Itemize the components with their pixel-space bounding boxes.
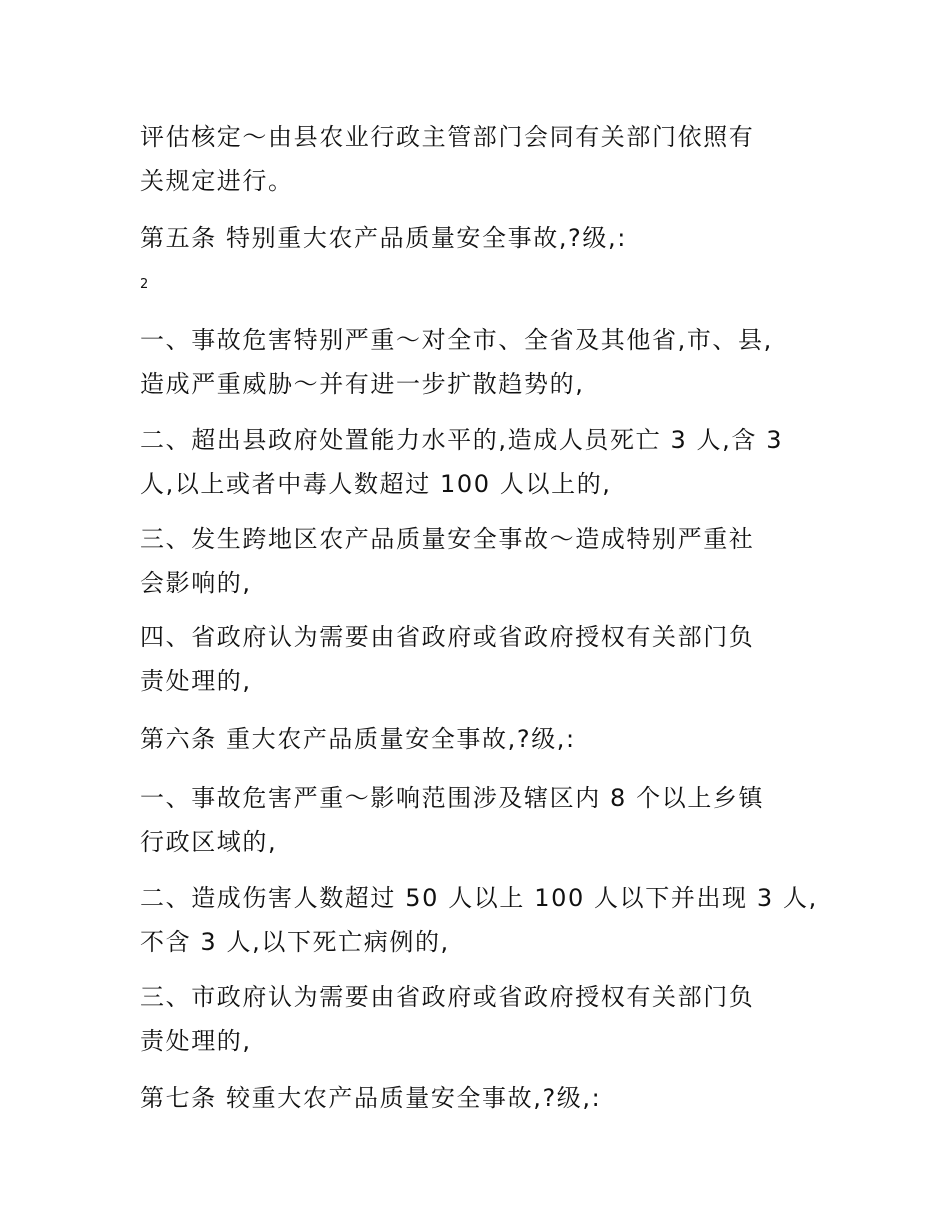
text-line: 三、市政府认为需要由省政府或省政府授权有关部门负 <box>140 983 755 1011</box>
text-line: 二、超出县政府处置能力水平的,造成人员死亡 3 人,含 3 <box>140 426 784 454</box>
text-line: 二、造成伤害人数超过 50 人以上 100 人以下并出现 3 人, <box>140 884 818 912</box>
article-6-item-3 <box>140 975 830 1063</box>
article-5-item-3 <box>140 517 830 605</box>
text-line: 四、省政府认为需要由省政府或省政府授权有关部门负 <box>140 623 755 651</box>
text-line: 第五条 特别重大农产品质量安全事故,?级,: <box>140 224 627 252</box>
text-line: 责处理的, <box>140 667 252 695</box>
article-7-heading <box>140 1076 830 1120</box>
article-6-heading <box>140 717 830 761</box>
text-line: 关规定进行。 <box>140 167 294 195</box>
text-line: 第七条 较重大农产品质量安全事故,?级,: <box>140 1084 602 1112</box>
text-line: 三、发生跨地区农产品质量安全事故～造成特别严重社 <box>140 525 755 553</box>
text-line: 责处理的, <box>140 1027 252 1055</box>
article-6-item-2 <box>140 876 830 964</box>
article-6-item-1 <box>140 776 830 864</box>
text-line: 第六条 重大农产品质量安全事故,?级,: <box>140 725 576 753</box>
text-line: 不含 3 人,以下死亡病例的, <box>140 928 450 956</box>
article-5-item-4 <box>140 615 830 703</box>
text-line: 一、事故危害严重～影响范围涉及辖区内 8 个以上乡镇 <box>140 784 765 812</box>
article-5-heading <box>140 216 830 260</box>
text-line: 一、事故危害特别严重～对全市、全省及其他省,市、县, <box>140 326 773 354</box>
article-5-item-2 <box>140 418 830 506</box>
text-line: 评估核定～由县农业行政主管部门会同有关部门依照有 <box>140 123 755 151</box>
text-line: 会影响的, <box>140 569 252 597</box>
page-number: 2 <box>140 277 149 292</box>
text-line: 造成严重威胁～并有进一步扩散趋势的, <box>140 370 585 398</box>
text-line: 人,以上或者中毒人数超过 100 人以上的, <box>140 470 612 498</box>
paragraph-assessment <box>140 115 830 203</box>
article-5-item-1 <box>140 318 830 406</box>
text-line: 行政区域的, <box>140 828 278 856</box>
